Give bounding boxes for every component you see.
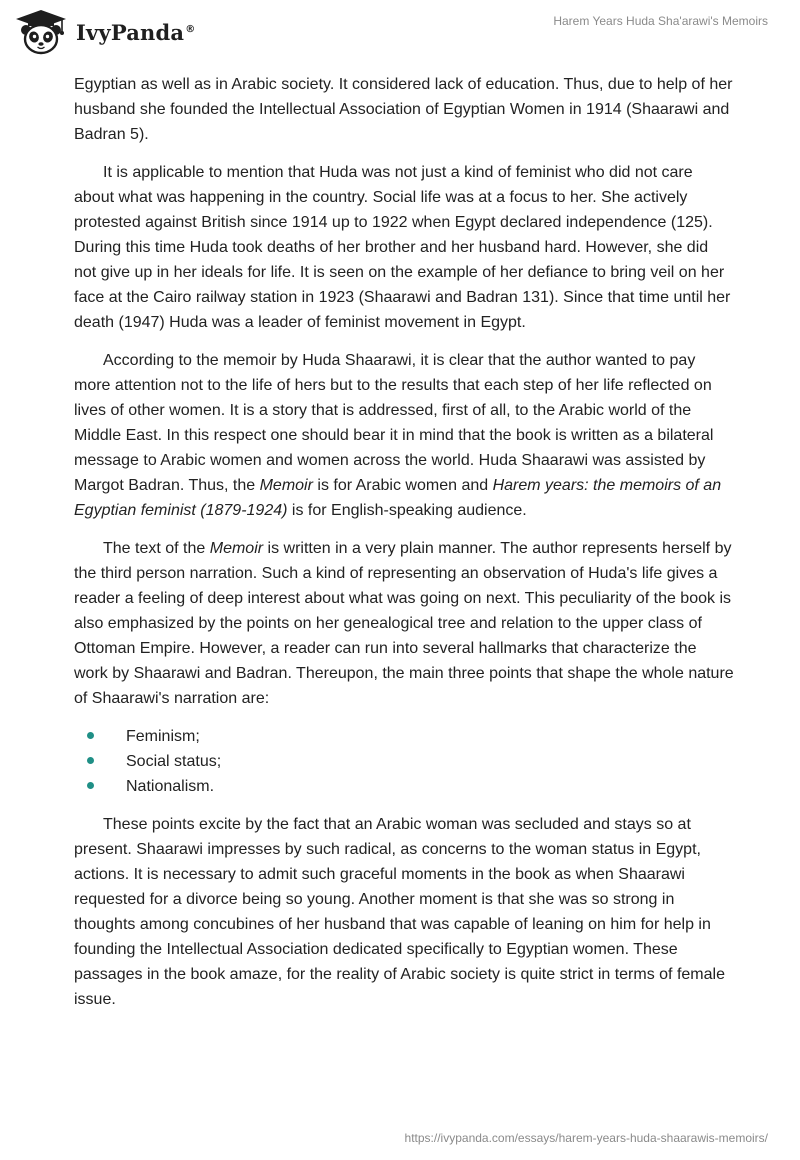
bullet-dot-icon bbox=[87, 732, 94, 739]
paragraph-5: These points excite by the fact that an Arabic woman was secluded and stays so at present. Shaarawi impresses by such radical, as concerns to the woman status in Egypt, actions. It is necessary to admit such graceful moments in the book as when Shaarawi requested for a divorce being so young. Another moment is that she was so strong in thoughts among concubines of her husband that was capable of leaning on him for help in founding the Intellectual Association dedicated specifically to Egyptian women. These passages in the book amaze, for the reality of Arabic society is quite strict in terms of female issue. bbox=[74, 816, 725, 1008]
paragraph-3 bbox=[74, 348, 734, 523]
paragraph-3-text-b: is for Arabic women and bbox=[312, 477, 493, 494]
panda-graduation-cap-icon bbox=[14, 8, 68, 56]
ivypanda-logo[interactable] bbox=[14, 8, 195, 56]
list-item bbox=[74, 774, 734, 799]
paragraph-4-text-b: is written in a very plain manner. The author represents herself by the third person narration. Such a kind of representing an observation of Huda's life gives a reader a feeling of deep interest about what was going on next. This peculiarity of the book is also emphasized by the points on her genealogical tree and relation to the upper class of Ottoman Empire. However, a reader can run into several hallmarks that characterize the work by Shaarawi and Badran. Thereupon, the main three points that shape the whole nature of Shaarawi's narration are: bbox=[74, 540, 734, 707]
list-item-text: Social status; bbox=[126, 753, 222, 770]
list-item-text: Feminism; bbox=[126, 728, 200, 745]
paragraph-2: It is applicable to mention that Huda was not just a kind of feminist who did not care about what was happening in the country. Social life was at a focus to her. She actively protested against British since 1914 up to 1922 when Egypt declared independence (125). During this time Huda took deaths of her brother and her husband hard. However, she did not give up in her ideals for life. It is seen on the example of her defiance to bring veil on her face at the Cairo railway station in 1923 (Shaarawi and Badran 131). Since that time until her death (1947) Huda was a leader of feminist movement in Egypt. bbox=[74, 164, 731, 331]
page-header bbox=[0, 0, 800, 64]
list-item bbox=[74, 749, 734, 774]
list-item-text: Nationalism. bbox=[126, 778, 215, 795]
paragraph-4 bbox=[74, 536, 734, 711]
harem-years-title-italic: Harem years: the memoirs of an Egyptian feminist (1879-1924) bbox=[74, 477, 722, 519]
essay-body bbox=[74, 72, 734, 1025]
paragraph-3-text-a: According to the memoir by Huda Shaarawi, it is clear that the author wanted to pay more attention not to the life of hers but to the results that each step of her life reflected on lives of other women. It is a story that is addressed, first of all, to the Arabic world of the Middle East. In this respect one should bear it in mind that the book is written as a bilateral message to Arabic women and women across the world. Huda Shaarawi was assisted by Margot Badran. Thus, the bbox=[74, 352, 714, 494]
registered-mark: ® bbox=[185, 23, 196, 35]
paragraph-1: Egyptian as well as in Arabic society. It considered lack of education. Thus, due to help of her husband she founded the Intellectual Association of Egyptian Women in 1914 (Shaarawi and Badran 5). bbox=[74, 76, 733, 143]
paragraph-3-text-c: is for English-speaking audience. bbox=[287, 502, 527, 519]
memoir-title-italic: Memoir bbox=[209, 540, 264, 557]
source-url[interactable]: https://ivypanda.com/essays/harem-years-huda-shaarawis-memoirs/ bbox=[404, 1131, 768, 1145]
memoir-title-italic: Memoir bbox=[259, 477, 313, 494]
bullet-dot-icon bbox=[87, 782, 94, 789]
document-title: Harem Years Huda Sha'arawi's Memoirs bbox=[553, 14, 768, 28]
bullet-dot-icon bbox=[87, 757, 94, 764]
paragraph-4-text-a: The text of the bbox=[103, 540, 210, 557]
bullet-list bbox=[74, 724, 734, 799]
logo-wordmark: IvyPanda® bbox=[76, 19, 196, 45]
list-item bbox=[74, 724, 734, 749]
